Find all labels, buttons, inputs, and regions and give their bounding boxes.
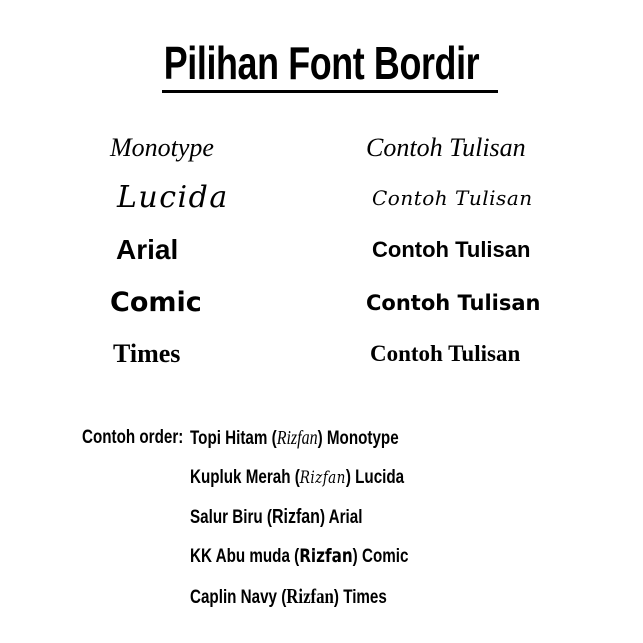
order-embroidery-name: Rizfan bbox=[286, 584, 334, 608]
order-item: Topi Hitam bbox=[190, 428, 268, 449]
order-font: Times bbox=[343, 587, 387, 608]
order-item: Salur Biru bbox=[190, 507, 263, 528]
font-sample-comic: Contoh Tulisan bbox=[366, 291, 541, 315]
font-sample-lucida: Contoh Tulisan bbox=[372, 186, 533, 210]
order-font: Monotype bbox=[326, 428, 399, 449]
font-row-monotype bbox=[0, 128, 643, 168]
font-name-times: Times bbox=[113, 339, 181, 368]
order-font: Lucida bbox=[355, 467, 405, 488]
font-sample-arial: Contoh Tulisan bbox=[372, 237, 531, 262]
font-row-lucida bbox=[0, 178, 643, 218]
order-line-5: Caplin Navy (Rizfan) Times bbox=[190, 584, 387, 608]
order-item: KK Abu muda bbox=[190, 546, 290, 567]
order-embroidery-name: Rizfan bbox=[299, 545, 353, 567]
font-row-comic bbox=[0, 283, 643, 323]
font-sample-monotype: Contoh Tulisan bbox=[366, 133, 526, 162]
font-name-lucida: Lucida bbox=[117, 180, 229, 215]
font-row-arial bbox=[0, 230, 643, 270]
order-font: Arial bbox=[328, 507, 363, 528]
order-font: Comic bbox=[361, 546, 409, 567]
font-name-arial: Arial bbox=[116, 234, 179, 265]
order-line-4: KK Abu muda (Rizfan) Comic bbox=[190, 545, 409, 567]
font-sample-times: Contoh Tulisan bbox=[370, 341, 521, 366]
font-row-times bbox=[0, 334, 643, 374]
order-embroidery-name: Rizfan bbox=[276, 427, 318, 449]
title-underline bbox=[162, 90, 498, 93]
order-embroidery-name: Rizfan bbox=[299, 468, 346, 488]
font-name-comic: Comic bbox=[110, 287, 202, 318]
order-line-1: Topi Hitam (Rizfan) Monotype bbox=[190, 427, 399, 449]
font-name-monotype: Monotype bbox=[110, 133, 214, 162]
order-line-3: Salur Biru (Rizfan) Arial bbox=[190, 506, 363, 528]
order-item: Caplin Navy bbox=[190, 587, 278, 608]
order-item: Kupluk Merah bbox=[190, 467, 291, 488]
order-example-label: Contoh order: bbox=[82, 427, 184, 448]
page-title: Pilihan Font Bordir bbox=[163, 37, 480, 89]
order-embroidery-name: Rizfan bbox=[271, 506, 320, 528]
order-line-2: Kupluk Merah (Rizfan) Lucida bbox=[190, 467, 405, 488]
